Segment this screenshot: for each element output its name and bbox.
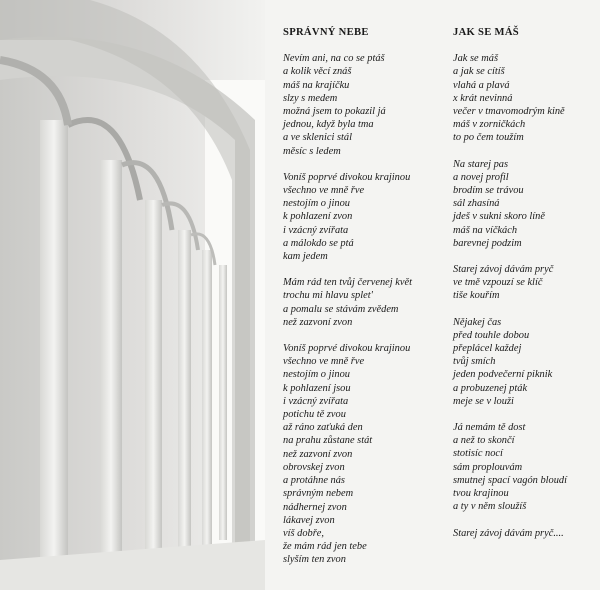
verse-line: a novej profil xyxy=(453,171,509,183)
verse-line: měsíc s ledem xyxy=(283,145,341,157)
stanza xyxy=(453,158,598,250)
stanza xyxy=(453,421,598,513)
verse-line: máš v zorničkách xyxy=(453,119,526,131)
verse-line: slyším ten zvon xyxy=(283,554,346,566)
verse-line: a protáhne nás xyxy=(283,475,345,487)
stanza xyxy=(453,263,598,303)
verse-line: sál zhasíná xyxy=(453,198,500,210)
verse-line: lákavej zvon xyxy=(283,514,335,526)
verse-line: všechno ve mně řve xyxy=(283,356,365,368)
verse-line: že mám rád jen tebe xyxy=(283,541,367,553)
verse-line: obrovskej zvon xyxy=(283,461,345,473)
verse-line: vlahá a plavá xyxy=(453,79,510,91)
verse-line: sám proplouvám xyxy=(453,461,523,473)
verse-line: k pohlazení zvon xyxy=(283,211,353,223)
verse-line: před touhle dobou xyxy=(453,329,530,341)
verse-line: a než to skončí xyxy=(453,435,515,447)
verse-line: Jak se máš xyxy=(453,53,499,65)
verse-line: máš na krajíčku xyxy=(283,79,350,91)
verse-line: trochu mi hlavu splet' xyxy=(283,290,373,302)
verse-line: jeden podvečerní piknik xyxy=(453,369,553,381)
verse-line: až ráno zaťuká den xyxy=(283,422,363,434)
verse-line: Voníš poprvé divokou krajinou xyxy=(283,343,411,355)
verse-line: a ve sklenici stál xyxy=(283,132,352,144)
verse-line: možná jsem to pokazil já xyxy=(283,106,386,118)
verse-line: a kolik věcí znáš xyxy=(283,66,352,78)
verse-line: tvou krajinou xyxy=(453,488,509,500)
arcade-photograph xyxy=(0,0,265,590)
stanza xyxy=(453,52,598,144)
verse-line: barevnej podzim xyxy=(453,237,522,249)
stanza xyxy=(283,52,443,158)
stanza xyxy=(283,342,443,566)
verse-line: x krát nevinná xyxy=(453,92,513,104)
verse-line: to po čem toužím xyxy=(453,132,524,144)
verse-line: smutnej spací vagón bloudí xyxy=(453,474,567,486)
verse-line: Nějakej čas xyxy=(453,316,502,328)
verse-line: Starej závoj dávám pryč.... xyxy=(453,527,564,539)
verse-line: jednou, když byla tma xyxy=(283,119,374,131)
verse-line: i vzácný zvířata xyxy=(283,395,349,407)
verse-line: nestojím o jinou xyxy=(283,198,350,210)
verse-line: a málokdo se ptá xyxy=(283,237,354,249)
verse-line: než zazvoní zvon xyxy=(283,448,353,460)
verse-line: Starej závoj dávám pryč xyxy=(453,264,554,276)
verse-line: a pomalu se stávám zvědem xyxy=(283,303,399,315)
verse-line: než zazvoní zvon xyxy=(283,316,353,328)
poem-spravny-nebe xyxy=(283,26,443,580)
stanza xyxy=(453,316,598,408)
verse-line: víš dobře, xyxy=(283,527,324,539)
stanza xyxy=(283,276,443,329)
verse-line: na prahu zůstane stát xyxy=(283,435,373,447)
verse-line: k pohlazení jsou xyxy=(283,382,351,394)
verse-line: správným nebem xyxy=(283,488,354,500)
verse-line: brodím se trávou xyxy=(453,185,524,197)
poem-jak-se-mas xyxy=(453,26,598,553)
verse-line: nádhernej zvon xyxy=(283,501,347,513)
verse-line: Voníš poprvé divokou krajinou xyxy=(283,171,411,183)
verse-line: kam jedem xyxy=(283,251,328,263)
verse-line: večer v tmavomodrým kině xyxy=(453,106,565,118)
stanza xyxy=(283,171,443,263)
verse-line: Mám rád ten tvůj červenej květ xyxy=(283,277,412,289)
verse-line: slzy s medem xyxy=(283,92,338,104)
verse-line: potichu tě zvou xyxy=(283,409,346,421)
verse-line: a jak se cítíš xyxy=(453,66,505,78)
verse-line: Nevím ani, na co se ptáš xyxy=(283,53,385,65)
stanza xyxy=(453,527,598,540)
verse-line: a ty v něm sloužíš xyxy=(453,501,527,513)
verse-line: ve tmě vzpouzí se klíč xyxy=(453,277,543,289)
verse-line: Na starej pas xyxy=(453,158,509,170)
verse-line: jdeš v sukni skoro líně xyxy=(453,211,545,223)
verse-line: stotisíc nocí xyxy=(453,448,503,460)
verse-line: tvůj smích xyxy=(453,356,496,368)
poem-title: JAK SE MÁŠ xyxy=(453,27,519,38)
verse-line: a probuzenej pták xyxy=(453,382,528,394)
verse-line: všechno ve mně řve xyxy=(283,185,365,197)
verse-line: Já nemám tě dost xyxy=(453,422,526,434)
poem-title: SPRÁVNÝ NEBE xyxy=(283,27,369,38)
verse-line: přeplácel každej xyxy=(453,343,522,355)
verse-line: tiše kouřím xyxy=(453,290,500,302)
verse-line: i vzácný zvířata xyxy=(283,224,349,236)
verse-line: nestojím o jinou xyxy=(283,369,350,381)
verse-line: máš na víčkách xyxy=(453,224,518,236)
verse-line: meje se v louži xyxy=(453,395,514,407)
